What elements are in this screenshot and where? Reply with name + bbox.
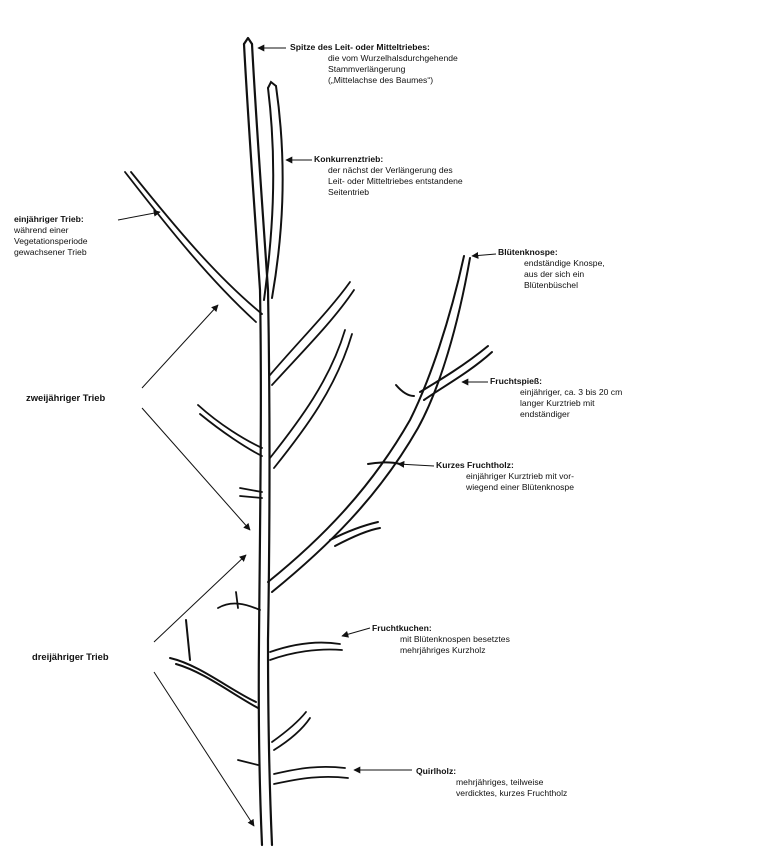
label-competing-shoot-line: Leit- oder Mitteltriebes entstandene [328,176,463,186]
label-short-fruitwood-line: wiegend einer Blütenknospe [466,482,574,492]
label-competing-shoot [314,154,463,198]
label-fruit-spit [490,376,622,420]
label-short-fruitwood-title: Kurzes Fruchtholz: [436,460,514,470]
label-competing-shoot-line: Seitentrieb [328,187,370,197]
lower-right-spurs [238,643,348,784]
label-one-year-shoot-title: einjähriger Trieb: [14,214,84,224]
label-flower-bud-title: Blütenknospe: [498,247,558,257]
label-flower-bud [498,247,605,291]
label-fruit-cake-title: Fruchtkuchen: [372,623,432,633]
label-whorl-wood-line: mehrjähriges, teilweise [456,777,544,787]
label-leader-tip-line: („Mittelachse des Baumes“) [328,75,434,85]
label-one-year-shoot-line: Vegetationsperiode [14,236,88,246]
label-fruit-spit-line: einjähriger, ca. 3 bis 20 cm [520,387,623,397]
label-fruit-cake-line: mit Blütenknospen besetztes [400,634,510,644]
label-leader-tip-line: die vom Wurzelhalsdurchgehende [328,53,458,63]
label-three-year-shoot: dreijähriger Trieb [32,651,109,662]
label-one-year-shoot [14,214,88,258]
label-two-year-shoot: zweijähriger Trieb [26,392,106,403]
label-flower-bud-line: endständige Knospe, [524,258,605,268]
label-whorl-wood-title: Quirlholz: [416,766,457,776]
label-whorl-wood-line: verdicktes, kurzes Fruchtholz [456,788,568,798]
label-fruit-spit-title: Fruchtspieß: [490,376,543,386]
label-short-fruitwood-line: einjähriger Kurztrieb mit vor- [466,471,574,481]
lower-left-branch [170,620,258,708]
label-competing-shoot-title: Konkurrenztrieb: [314,154,384,164]
one-year-shoot [125,172,262,322]
label-one-year-shoot-line: während einer [14,225,69,235]
label-fruit-cake-line: mehrjähriges Kurzholz [400,645,486,655]
label-one-year-shoot-line: gewachsener Trieb [14,247,87,257]
label-flower-bud-line: aus der sich ein [524,269,585,279]
label-flower-bud-line: Blütenbüschel [524,280,578,290]
label-leader-tip-title: Spitze des Leit- oder Mitteltriebes: [290,42,430,52]
label-whorl-wood [416,766,567,799]
label-leader-tip-line: Stammverlängerung [328,64,406,74]
label-fruit-cake [372,623,510,656]
label-competing-shoot-line: der nächst der Verlängerung des [328,165,453,175]
label-leader-tip [290,42,458,86]
label-fruit-spit-line: langer Kurztrieb mit [520,398,595,408]
upper-right-branches [270,282,354,468]
label-short-fruitwood [436,460,574,493]
label-fruit-spit-line: endständiger [520,409,570,419]
fruiting-branch [268,256,492,592]
